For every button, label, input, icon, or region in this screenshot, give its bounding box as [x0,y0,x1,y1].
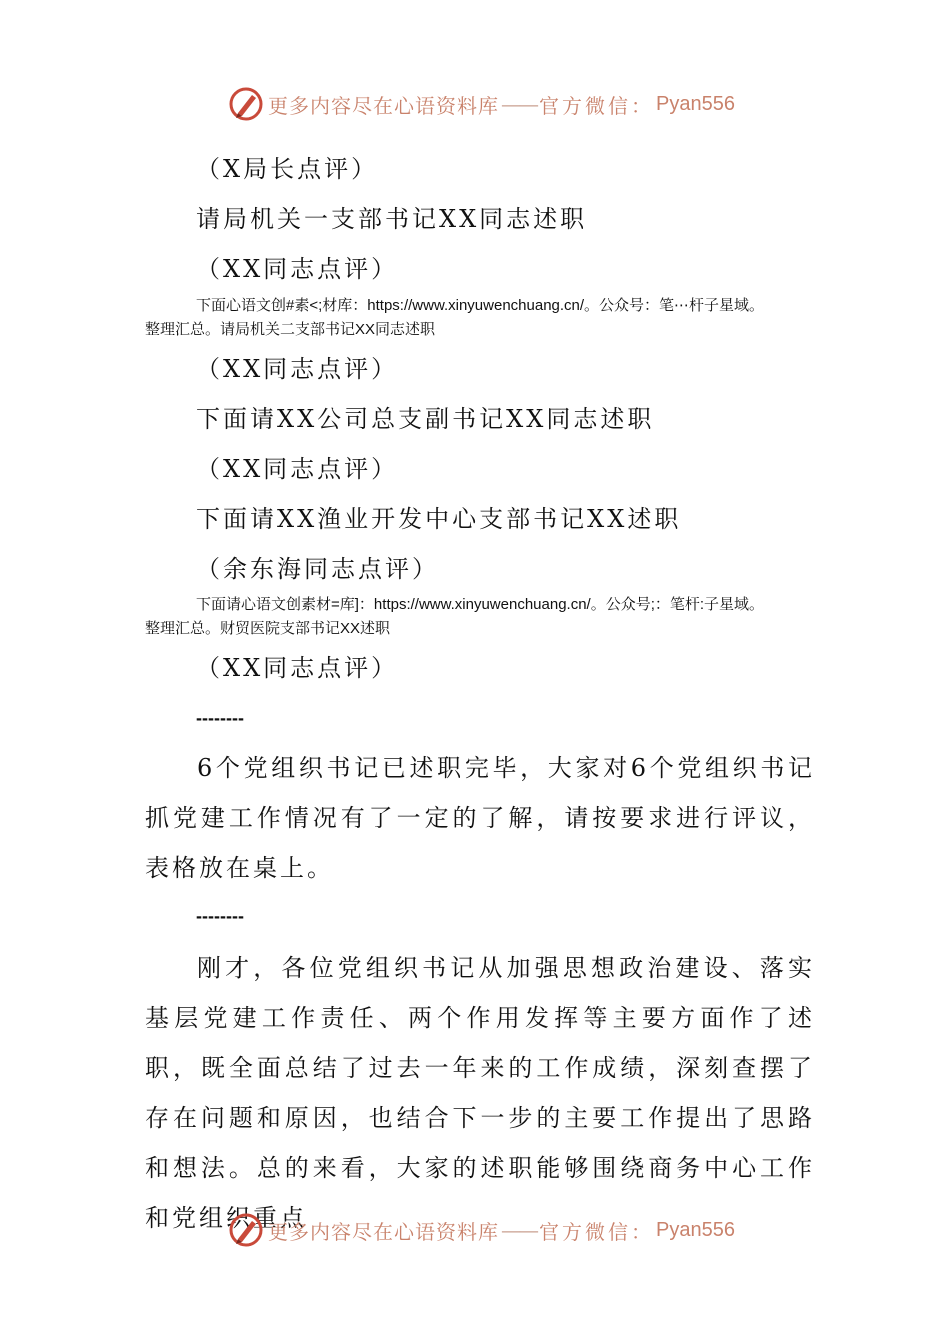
banner-title: 更多内容尽在心语资料库 [268,93,499,118]
watermark-text-2b: 整理汇总。财贸医院支部书记XX述职 [145,620,391,637]
comment-line-1: （X局长点评） [196,155,379,183]
speech-line-2: 下面请XX公司总支副书记XX同志述职 [196,405,655,433]
banner-wechat-label: 官方微信： [539,93,654,118]
banner-dash: —— [501,1218,537,1242]
banner-wechat-id: Pyan556 [656,92,735,115]
comment-line-4: （XX同志点评） [196,455,399,483]
watermark-text-1a: 下面心语文创#素<;材库：https://www.xinyuwenchuang.cn/。公众号：笔⋯杆子星域。 [196,297,765,314]
pen-logo-icon [228,86,264,122]
watermark-text-1b: 整理汇总。请局机关二支部书记XX同志述职 [145,321,436,338]
footer-banner [228,1210,735,1250]
speech-line-3: 下面请XX渔业开发中心支部书记XX述职 [196,505,682,533]
comment-line-3: （XX同志点评） [196,355,399,383]
paragraph-1: 6个党组织书记已述职完毕，大家对6个党组织书记抓党建工作情况有了一定的了解，请按要求进行评议，表格放在桌上。 [145,754,815,882]
separator-1: -------- [196,708,244,728]
comment-line-2: （XX同志点评） [196,255,399,283]
banner-dash: —— [501,92,537,116]
banner-wechat-label: 官方微信： [539,1219,654,1244]
speech-line-1: 请局机关一支部书记XX同志述职 [196,205,588,233]
banner-title: 更多内容尽在心语资料库 [268,1219,499,1244]
pen-logo-icon [228,1212,264,1248]
banner-wechat-id: Pyan556 [656,1218,735,1241]
watermark-text-2a: 下面请心语文创素材=库]：https://www.xinyuwenchuang.cn/。公众号;：笔杆:子星域。 [196,596,765,613]
header-banner [228,84,735,124]
comment-line-6: （XX同志点评） [196,654,399,682]
separator-2: -------- [196,906,244,926]
paragraph-2: 刚才，各位党组织书记从加强思想政治建设、落实基层党建工作责任、两个作用发挥等主要方面作了述职，既全面总结了过去一年来的工作成绩，深刻查摆了存在问题和原因，也结合下一步的主要工作提出了思路和想法。总的来看，大家的述职能够围绕商务中心工作和党组织重点 [145,954,815,1232]
comment-line-5: （余东海同志点评） [196,555,439,583]
